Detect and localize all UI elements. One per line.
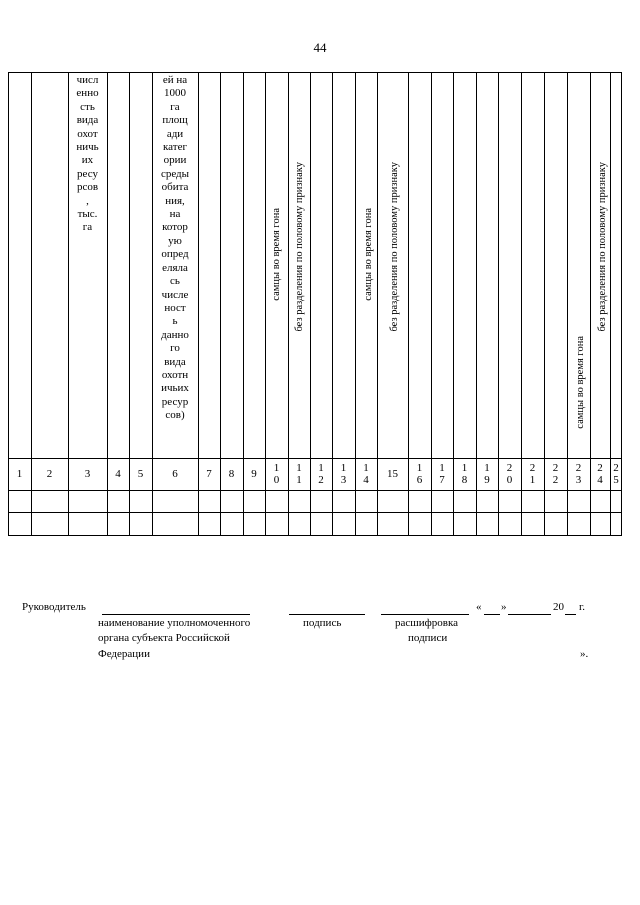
column-number: 15 — [387, 468, 398, 480]
header-text-line: га — [170, 100, 180, 113]
column-number: 2 4 — [597, 462, 603, 486]
header-text-line: га — [82, 221, 93, 234]
header-text-line: ния, — [165, 194, 185, 207]
header-text-line: го — [170, 342, 180, 355]
header-text-line: котор — [162, 221, 188, 234]
signature-line — [289, 614, 365, 615]
header-text-line: еляла — [162, 261, 188, 274]
column-number: 1 — [16, 468, 23, 480]
header-text-line: данно — [161, 328, 189, 341]
column-number: 2 0 — [506, 462, 513, 486]
signature-caption: подпись — [303, 617, 342, 629]
column-number: 2 — [46, 468, 53, 480]
header-text-line: катег — [163, 141, 187, 154]
date-open-quote: « — [476, 601, 482, 613]
header-text-line: рсов — [76, 181, 99, 194]
header-text-line: их — [81, 154, 94, 167]
header-text-line: ресур — [161, 395, 189, 408]
decoding-caption-line2: подписи — [408, 632, 448, 644]
header-text-line: площ — [162, 114, 188, 127]
header-text-line: ичьих — [161, 382, 189, 395]
name-caption-line2: органа субъекта Российской — [98, 632, 230, 644]
header-text-line: ади — [166, 127, 184, 140]
column-number: 5 — [137, 468, 144, 480]
date-year-prefix: 20 — [553, 601, 564, 613]
col11-vertical-label: без разделения по половому признаку — [294, 162, 305, 332]
column-number: 1 7 — [439, 462, 445, 486]
header-text-line: , — [86, 194, 89, 207]
date-year-line — [565, 614, 576, 615]
header-text-line: обита — [161, 181, 189, 194]
table-header-divider — [8, 458, 622, 459]
header-text-line: ничь — [76, 141, 99, 154]
column-number: 2 1 — [529, 462, 536, 486]
header-text-line: ност — [164, 301, 186, 314]
date-close-quote: » — [501, 601, 507, 613]
authority-name-line — [102, 614, 250, 615]
column-number: 2 3 — [575, 462, 582, 486]
column-number: 1 9 — [484, 462, 490, 486]
header-text-line: числе — [161, 288, 189, 301]
header-text-line: енно — [76, 87, 99, 100]
header-text-line: ей на — [162, 74, 188, 86]
date-year-suffix: г. — [579, 601, 586, 613]
name-caption-line3: Федерации — [98, 648, 150, 660]
header-text-line: ую — [168, 234, 182, 247]
header-text-line: опред — [161, 248, 189, 261]
header-text-line: числ — [76, 74, 99, 86]
name-caption-line1: наименование уполномоченного — [98, 617, 251, 629]
header-text-line: среды — [160, 167, 190, 180]
column-number: 1 6 — [416, 462, 423, 486]
column-number: 6 — [172, 468, 178, 480]
col24-vertical-label: без разделения по половому признаку — [597, 162, 608, 332]
col10-vertical-label: самцы во время гона — [271, 208, 282, 301]
column-number: 1 1 — [296, 462, 302, 486]
column-number: 4 — [115, 468, 121, 480]
column-number: 1 0 — [273, 462, 280, 486]
col15-vertical-label: без разделения по половому признаку — [389, 162, 400, 332]
header-text-line: ории — [163, 154, 187, 167]
column-number: 8 — [228, 468, 235, 480]
col14-vertical-label: самцы во время гона — [363, 208, 374, 301]
header-text-line: сть — [80, 100, 95, 113]
column-number: 3 — [84, 468, 91, 480]
column-number: 1 4 — [363, 462, 369, 486]
header-text-line: вида — [76, 114, 99, 127]
column-number: 9 — [251, 468, 257, 480]
header-text-line: охотн — [161, 368, 189, 381]
date-month-line — [508, 614, 551, 615]
column-number: 1 8 — [461, 462, 468, 486]
header-text-line: ь — [172, 315, 178, 328]
col23-vertical-label: самцы во время гона — [575, 336, 586, 429]
column-6-header — [152, 74, 198, 423]
date-day-line — [484, 614, 500, 615]
column-number: 1 2 — [318, 462, 324, 486]
decoding-line — [381, 614, 469, 615]
header-text-line: ресу — [77, 167, 98, 180]
column-number: 7 — [206, 468, 212, 480]
header-text-line: сов) — [165, 409, 185, 422]
page-number: 44 — [313, 40, 327, 55]
header-text-line: 1000 — [164, 87, 186, 100]
column-number: 1 3 — [340, 462, 347, 486]
decoding-caption-line1: расшифровка — [395, 617, 459, 629]
table-row-divider — [8, 512, 622, 513]
header-text-line: вида — [164, 355, 186, 368]
header-text-line: охот — [77, 127, 98, 140]
header-text-line: сь — [170, 275, 180, 288]
column-3-header — [68, 74, 107, 235]
column-number: 2 5 — [613, 462, 619, 486]
header-text-line: тыс. — [77, 208, 98, 221]
head-label: Руководитель — [22, 601, 86, 613]
header-text-line: на — [169, 208, 181, 221]
column-number: 2 2 — [552, 462, 559, 486]
closing-mark: ». — [580, 648, 589, 660]
